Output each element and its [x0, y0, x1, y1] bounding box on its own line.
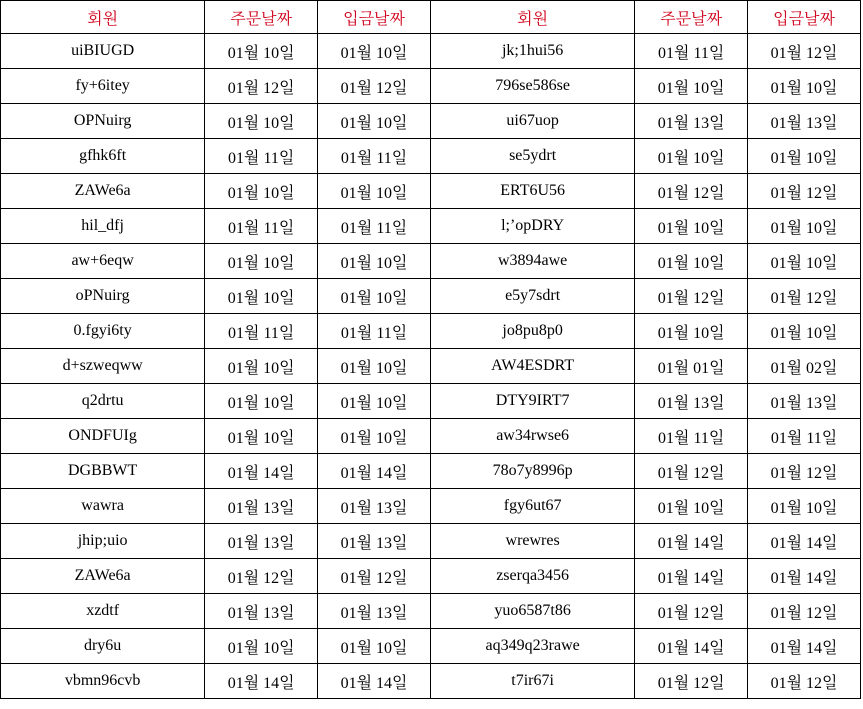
- cell-member-right: l;’opDRY: [431, 209, 635, 244]
- cell-payment-date-right: 01월 12일: [748, 279, 861, 314]
- cell-order-date-right: 01월 14일: [635, 524, 748, 559]
- table-row: [1, 594, 861, 629]
- column-header-order-date-right: 주문날짜: [635, 1, 748, 34]
- cell-order-date-left: 01월 10일: [205, 104, 318, 139]
- cell-member-left: ZAWe6a: [1, 174, 205, 209]
- cell-payment-date-left: 01월 13일: [318, 594, 431, 629]
- cell-member-left: vbmn96cvb: [1, 664, 205, 699]
- cell-payment-date-right: 01월 13일: [748, 384, 861, 419]
- cell-member-right: ERT6U56: [431, 174, 635, 209]
- cell-payment-date-left: 01월 10일: [318, 104, 431, 139]
- table-row: [1, 209, 861, 244]
- cell-member-right: fgy6ut67: [431, 489, 635, 524]
- column-header-payment-date-left: 입금날짜: [318, 1, 431, 34]
- cell-payment-date-right: 01월 13일: [748, 104, 861, 139]
- cell-member-right: se5ydrt: [431, 139, 635, 174]
- cell-order-date-left: 01월 10일: [205, 174, 318, 209]
- cell-member-left: gfhk6ft: [1, 139, 205, 174]
- cell-payment-date-right: 01월 10일: [748, 139, 861, 174]
- cell-payment-date-left: 01월 11일: [318, 139, 431, 174]
- table-row: [1, 629, 861, 664]
- cell-order-date-left: 01월 10일: [205, 34, 318, 69]
- cell-member-left: fy+6itey: [1, 69, 205, 104]
- cell-order-date-right: 01월 10일: [635, 489, 748, 524]
- cell-payment-date-left: 01월 14일: [318, 454, 431, 489]
- cell-member-right: jk;1hui56: [431, 34, 635, 69]
- cell-member-right: aq349q23rawe: [431, 629, 635, 664]
- cell-order-date-right: 01월 10일: [635, 244, 748, 279]
- cell-payment-date-right: 01월 10일: [748, 314, 861, 349]
- cell-member-right: t7ir67i: [431, 664, 635, 699]
- table-row: [1, 174, 861, 209]
- cell-member-right: wrewres: [431, 524, 635, 559]
- table-row: [1, 384, 861, 419]
- cell-payment-date-left: 01월 10일: [318, 34, 431, 69]
- cell-payment-date-left: 01월 10일: [318, 349, 431, 384]
- cell-member-right: DTY9IRT7: [431, 384, 635, 419]
- table-row: [1, 139, 861, 174]
- cell-payment-date-left: 01월 10일: [318, 629, 431, 664]
- cell-order-date-right: 01월 12일: [635, 664, 748, 699]
- table-row: [1, 244, 861, 279]
- table-row: [1, 34, 861, 69]
- cell-order-date-right: 01월 10일: [635, 139, 748, 174]
- cell-payment-date-right: 01월 14일: [748, 629, 861, 664]
- cell-order-date-left: 01월 10일: [205, 419, 318, 454]
- cell-order-date-right: 01월 13일: [635, 104, 748, 139]
- cell-payment-date-left: 01월 11일: [318, 209, 431, 244]
- table-row: [1, 524, 861, 559]
- cell-member-left: d+szweqww: [1, 349, 205, 384]
- column-header-payment-date-right: 입금날짜: [748, 1, 861, 34]
- table-header-row: [1, 1, 861, 34]
- cell-order-date-left: 01월 11일: [205, 209, 318, 244]
- cell-member-left: ONDFUIg: [1, 419, 205, 454]
- cell-member-right: 796se586se: [431, 69, 635, 104]
- cell-order-date-right: 01월 01일: [635, 349, 748, 384]
- cell-order-date-right: 01월 13일: [635, 384, 748, 419]
- table-row: [1, 454, 861, 489]
- cell-member-left: wawra: [1, 489, 205, 524]
- table-row: [1, 559, 861, 594]
- cell-member-left: ZAWe6a: [1, 559, 205, 594]
- cell-order-date-left: 01월 14일: [205, 454, 318, 489]
- cell-order-date-left: 01월 11일: [205, 314, 318, 349]
- cell-payment-date-left: 01월 10일: [318, 419, 431, 454]
- cell-payment-date-left: 01월 10일: [318, 174, 431, 209]
- cell-payment-date-right: 01월 12일: [748, 594, 861, 629]
- cell-member-right: zserqa3456: [431, 559, 635, 594]
- cell-order-date-right: 01월 12일: [635, 174, 748, 209]
- cell-order-date-left: 01월 13일: [205, 524, 318, 559]
- cell-order-date-right: 01월 12일: [635, 279, 748, 314]
- cell-member-left: q2drtu: [1, 384, 205, 419]
- cell-order-date-right: 01월 12일: [635, 454, 748, 489]
- table-row: [1, 664, 861, 699]
- cell-payment-date-right: 01월 10일: [748, 489, 861, 524]
- table-row: [1, 279, 861, 314]
- cell-order-date-left: 01월 10일: [205, 384, 318, 419]
- cell-order-date-left: 01월 11일: [205, 139, 318, 174]
- cell-payment-date-right: 01월 12일: [748, 454, 861, 489]
- cell-payment-date-right: 01월 10일: [748, 209, 861, 244]
- table-row: [1, 349, 861, 384]
- cell-order-date-left: 01월 10일: [205, 629, 318, 664]
- cell-member-left: hil_dfj: [1, 209, 205, 244]
- table-row: [1, 69, 861, 104]
- table-row: [1, 104, 861, 139]
- cell-member-right: 78o7y8996p: [431, 454, 635, 489]
- cell-payment-date-left: 01월 12일: [318, 559, 431, 594]
- cell-member-right: AW4ESDRT: [431, 349, 635, 384]
- column-header-member-left: 회원: [1, 1, 205, 34]
- column-header-member-right: 회원: [431, 1, 635, 34]
- cell-order-date-right: 01월 14일: [635, 559, 748, 594]
- cell-order-date-left: 01월 10일: [205, 279, 318, 314]
- cell-payment-date-right: 01월 14일: [748, 559, 861, 594]
- cell-member-left: xzdtf: [1, 594, 205, 629]
- cell-payment-date-right: 01월 14일: [748, 524, 861, 559]
- cell-payment-date-right: 01월 12일: [748, 34, 861, 69]
- cell-order-date-right: 01월 14일: [635, 629, 748, 664]
- cell-payment-date-right: 01월 12일: [748, 174, 861, 209]
- table-body: [1, 34, 861, 699]
- column-header-order-date-left: 주문날짜: [205, 1, 318, 34]
- cell-member-left: OPNuirg: [1, 104, 205, 139]
- cell-member-right: w3894awe: [431, 244, 635, 279]
- cell-member-left: 0.fgyi6ty: [1, 314, 205, 349]
- cell-member-right: aw34rwse6: [431, 419, 635, 454]
- cell-order-date-right: 01월 11일: [635, 419, 748, 454]
- cell-payment-date-right: 01월 12일: [748, 664, 861, 699]
- cell-member-left: aw+6eqw: [1, 244, 205, 279]
- table-row: [1, 314, 861, 349]
- cell-order-date-right: 01월 12일: [635, 594, 748, 629]
- cell-order-date-left: 01월 14일: [205, 664, 318, 699]
- cell-member-right: jo8pu8p0: [431, 314, 635, 349]
- cell-member-right: e5y7sdrt: [431, 279, 635, 314]
- cell-member-left: jhip;uio: [1, 524, 205, 559]
- cell-payment-date-left: 01월 10일: [318, 384, 431, 419]
- cell-payment-date-left: 01월 10일: [318, 244, 431, 279]
- cell-payment-date-left: 01월 14일: [318, 664, 431, 699]
- cell-member-left: uiBIUGD: [1, 34, 205, 69]
- cell-order-date-left: 01월 12일: [205, 69, 318, 104]
- cell-member-left: oPNuirg: [1, 279, 205, 314]
- cell-payment-date-right: 01월 02일: [748, 349, 861, 384]
- cell-order-date-left: 01월 12일: [205, 559, 318, 594]
- cell-payment-date-left: 01월 10일: [318, 279, 431, 314]
- cell-payment-date-right: 01월 11일: [748, 419, 861, 454]
- cell-order-date-left: 01월 13일: [205, 489, 318, 524]
- cell-payment-date-left: 01월 12일: [318, 69, 431, 104]
- cell-order-date-left: 01월 10일: [205, 349, 318, 384]
- cell-payment-date-right: 01월 10일: [748, 244, 861, 279]
- table-row: [1, 489, 861, 524]
- cell-member-left: DGBBWT: [1, 454, 205, 489]
- cell-payment-date-left: 01월 13일: [318, 489, 431, 524]
- cell-order-date-right: 01월 10일: [635, 209, 748, 244]
- cell-order-date-left: 01월 10일: [205, 244, 318, 279]
- cell-order-date-right: 01월 10일: [635, 69, 748, 104]
- table-row: [1, 419, 861, 454]
- cell-order-date-left: 01월 13일: [205, 594, 318, 629]
- cell-member-right: ui67uop: [431, 104, 635, 139]
- cell-payment-date-left: 01월 13일: [318, 524, 431, 559]
- cell-payment-date-right: 01월 10일: [748, 69, 861, 104]
- cell-payment-date-left: 01월 11일: [318, 314, 431, 349]
- cell-member-left: dry6u: [1, 629, 205, 664]
- cell-member-right: yuo6587t86: [431, 594, 635, 629]
- cell-order-date-right: 01월 11일: [635, 34, 748, 69]
- cell-order-date-right: 01월 10일: [635, 314, 748, 349]
